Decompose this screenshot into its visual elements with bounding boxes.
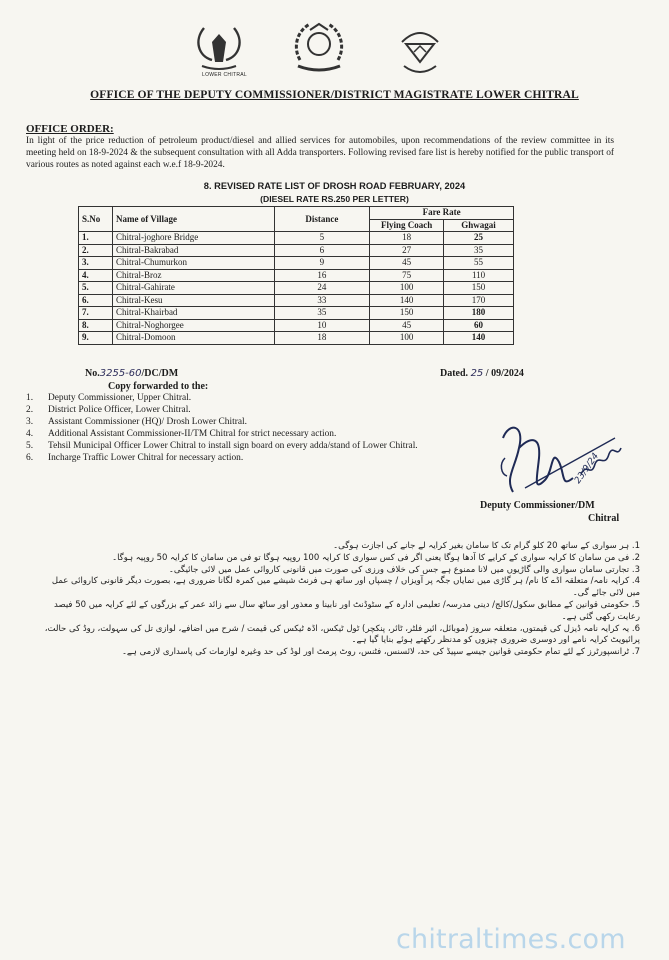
row-sno: 6.: [79, 294, 113, 307]
fare-rate-table: [78, 206, 514, 345]
row-distance: 16: [274, 269, 370, 282]
table-row: [79, 294, 514, 307]
row-village: Chitral-Gahirate: [112, 282, 274, 295]
row-sno: 4.: [79, 269, 113, 282]
row-flying-coach: 75: [370, 269, 444, 282]
column-header-distance: Distance: [274, 207, 370, 232]
row-sno: 9.: [79, 332, 113, 345]
list-item-number: 3.: [26, 417, 34, 428]
urdu-note: 6. یہ کرایہ نامہ ڈیزل کی قیمتوں، متعلقہ سروز (موبائل، ائیر فلٹر، ٹائر، پنکچر) ٹول ٹیکس، اڈہ ٹیکس کی قیمت / شرح میں اضافے، لوازی تل کی سہولت، روڈ کی حالت، پرائیویٹ کرایہ نامے اور دوسری ضروری چیزوں کو مدنظر رکھتے ہوئے بنایا گیا ہے۔: [44, 623, 640, 646]
header-logos: [0, 14, 669, 84]
row-village: Chitral-Kesu: [112, 294, 274, 307]
table-row: [79, 319, 514, 332]
list-item-text: Assistant Commissioner (HQ)/ Drosh Lower Chitral.: [48, 417, 247, 428]
row-ghwagai: 60: [444, 319, 514, 332]
list-item-number: 6.: [26, 453, 34, 464]
signatory-place: Chitral: [588, 513, 620, 524]
list-item-text: Additional Assistant Commissioner-II/TM Chitral for strict necessary action.: [48, 429, 337, 440]
row-distance: 6: [274, 244, 370, 257]
dated-label: Dated.: [440, 368, 469, 379]
table-row: [79, 244, 514, 257]
list-item-number: 4.: [26, 429, 34, 440]
column-header-sno: S.No: [79, 207, 113, 232]
row-sno: 8.: [79, 319, 113, 332]
list-item-text: Incharge Traffic Lower Chitral for necessary action.: [48, 453, 244, 464]
row-flying-coach: 27: [370, 244, 444, 257]
rate-list-heading: 8. REVISED RATE LIST OF DROSH ROAD FEBRUARY, 2024: [203, 181, 466, 191]
list-item: [26, 428, 546, 440]
district-emblem-icon: [190, 22, 248, 74]
table-row: [79, 332, 514, 345]
row-distance: 33: [274, 294, 370, 307]
office-order-heading: OFFICE ORDER:: [26, 123, 114, 135]
reference-suffix: /DC/DM: [141, 368, 179, 379]
handwritten-date: 23/9/24: [573, 451, 602, 486]
list-item-text: Deputy Commissioner, Upper Chitral.: [48, 393, 192, 403]
table-row: [79, 307, 514, 320]
row-distance: 18: [274, 332, 370, 345]
row-ghwagai: 180: [444, 307, 514, 320]
row-sno: 1.: [79, 232, 113, 245]
urdu-note: 4. کرایہ نامہ/ متعلقہ اڈے کا نام/ ہر گاڑی میں نمایاں جگہ پر آویزاں / چسپاں اور ساتھ ہی فرنٹ شیشے میں کمرہ لگانا ضروری ہے، بصورت دیگر قانونی کاروائی عمل میں لائی جائے گی۔: [51, 576, 640, 599]
row-distance: 10: [274, 319, 370, 332]
row-distance: 5: [274, 232, 370, 245]
site-watermark: chitraltimes.com: [396, 924, 626, 955]
list-item: [26, 440, 546, 452]
row-sno: 5.: [79, 282, 113, 295]
rate-list-subheading: (DIESEL RATE RS.250 PER LETTER): [260, 194, 409, 204]
row-distance: 35: [274, 307, 370, 320]
list-item: [26, 452, 546, 464]
urdu-note: 5. حکومتی قوانین کے مطابق سکول/کالج/ دینی مدرسہ/ تعلیمی ادارہ کے سٹوڈنٹ اور نابینا و معذور اور ساٹھ سال سے زائد عمر کے بزرگوں کے لئے کرایہ میں 50 فیصد رعایت رکھی گئی ہے۔: [54, 599, 640, 622]
row-ghwagai: 150: [444, 282, 514, 295]
list-item: [26, 392, 546, 404]
table-row: [79, 282, 514, 295]
list-item-number: 5.: [26, 441, 34, 452]
handwritten-signature: [495, 418, 635, 513]
row-flying-coach: 140: [370, 294, 444, 307]
list-item-number: 2.: [26, 405, 34, 416]
row-village: Chitral-joghore Bridge: [112, 232, 274, 245]
urdu-note: 7. ٹرانسپورٹرز کے لئے تمام حکومتی قوانین جیسے سپیڈ کی حد، لائسنس، فٹنس، روٹ پرمٹ اور لوڈ کی حد وغیرہ لوازمات کی پاسداری لازمی ہے۔: [121, 647, 640, 658]
row-village: Chitral-Broz: [112, 269, 274, 282]
dated-month-year: / 09/2024: [485, 368, 524, 379]
table-row: [79, 232, 514, 245]
list-item-text: Tehsil Municipal Officer Lower Chitral to install sign board on every adda/stand of Lower Chitral.: [48, 441, 418, 452]
table-row: [79, 257, 514, 270]
row-sno: 7.: [79, 307, 113, 320]
row-village: Chitral-Bakrabad: [112, 244, 274, 257]
row-ghwagai: 25: [444, 232, 514, 245]
row-village: Chitral-Domoon: [112, 332, 274, 345]
column-header-ghwagai: Ghwagai: [444, 219, 514, 232]
copy-forwarded-heading: Copy forwarded to the:: [108, 381, 209, 392]
list-item-number: 1.: [26, 393, 34, 403]
reference-prefix: No.: [85, 368, 100, 379]
government-seal-icon: [290, 20, 348, 76]
row-ghwagai: 110: [444, 269, 514, 282]
table-row: [79, 269, 514, 282]
signatory-title: Deputy Commissioner/DM: [480, 500, 595, 511]
reference-handwritten-number: 3255-60: [99, 368, 142, 379]
column-header-fare-rate: Fare Rate: [370, 207, 514, 220]
dated-day: 25: [470, 368, 484, 379]
dated-line: [440, 368, 524, 379]
office-title: OFFICE OF THE DEPUTY COMMISSIONER/DISTRICT MAGISTRATE LOWER CHITRAL: [90, 88, 579, 101]
column-header-village: Name of Village: [112, 207, 274, 232]
row-flying-coach: 100: [370, 332, 444, 345]
row-ghwagai: 35: [444, 244, 514, 257]
row-village: Chitral-Chumurkon: [112, 257, 274, 270]
police-emblem-icon: [396, 22, 444, 80]
row-sno: 2.: [79, 244, 113, 257]
logo-left-caption: LOWER CHITRAL: [202, 72, 248, 78]
row-flying-coach: 45: [370, 257, 444, 270]
office-order-body: In light of the price reduction of petroleum product/diesel and allied services for automobiles, upon recommendations of the review committee in its meeting held on 18-9-2024 & the subsequent consultation with all Adda transporters. Following revised fare list is hereby notified for the public transport of various routes as noted against each w.e.f 18-9-2024.: [26, 136, 614, 171]
row-flying-coach: 18: [370, 232, 444, 245]
urdu-note: 3. تجارتی سامان سواری والی گاڑیوں میں لانا ممنوع ہے جس کی خلاف ورزی کی صورت میں قانونی کاروائی عمل میں لائی جائیگی۔: [168, 564, 640, 575]
copy-recipient-list: [26, 392, 546, 465]
list-item: [26, 416, 546, 428]
row-ghwagai: 170: [444, 294, 514, 307]
row-sno: 3.: [79, 257, 113, 270]
row-village: Chitral-Khairbad: [112, 307, 274, 320]
table-header-row: [79, 207, 514, 220]
row-distance: 24: [274, 282, 370, 295]
row-ghwagai: 55: [444, 257, 514, 270]
row-flying-coach: 150: [370, 307, 444, 320]
row-ghwagai: 140: [444, 332, 514, 345]
column-header-flying-coach: Flying Coach: [370, 219, 444, 232]
row-flying-coach: 100: [370, 282, 444, 295]
row-flying-coach: 45: [370, 319, 444, 332]
urdu-note: 1. ہر سواری کے ساتھ 20 کلو گرام تک کا سامان بغیر کرایہ لے جانے کی اجازت ہوگی۔: [333, 541, 640, 551]
urdu-note: 2. فی من سامان کا کرایہ سواری کے کرایے کا آدھا ہوگا یعنی اگر فی کس سواری کا کرایہ 100 روپیہ ہوگا تو فی من سامان کا کرایہ 50 روپیہ ہوگا۔: [112, 552, 640, 563]
reference-number: [85, 368, 178, 379]
row-distance: 9: [274, 257, 370, 270]
list-item-text: District Police Officer, Lower Chitral.: [48, 405, 191, 416]
row-village: Chitral-Noghorgee: [112, 319, 274, 332]
urdu-terms-section: [44, 541, 640, 659]
list-item: [26, 404, 546, 416]
